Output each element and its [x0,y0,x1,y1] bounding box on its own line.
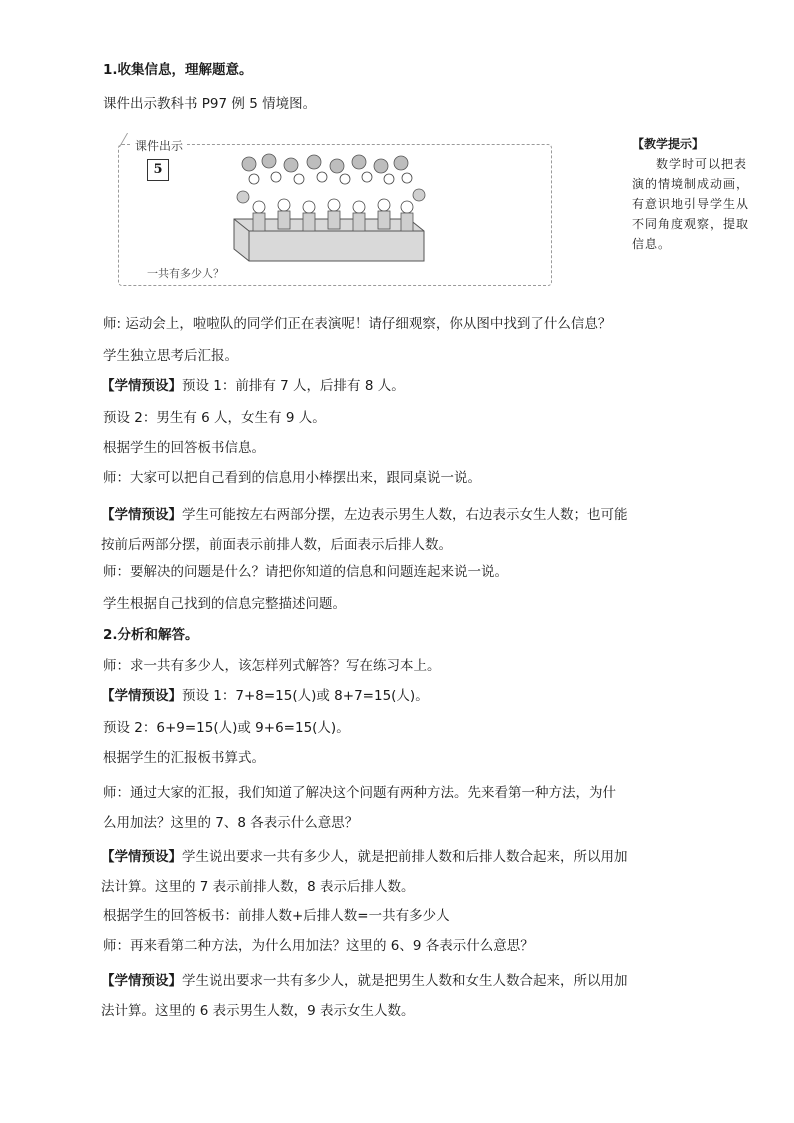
paragraph-text: 预设 2：6+9=15(人)或 9+6=15(人)。 [103,720,350,736]
section-heading-1: 1.收集信息，理解题意。 [103,62,253,78]
figure-question: 一共有多少人？ [147,267,224,280]
preset-label: 【学情预设】 [101,849,182,865]
paragraph [103,562,508,582]
paragraph-text: 师：要解决的问题是什么？请把你知道的信息和问题连起来说一说。 [103,564,508,580]
paragraph-text: 学生说出要求一共有多少人，就是把前排人数和后排人数合起来，所以用加法计算。这里的 7 表示前排人数，8 表示后排人数。 [101,849,628,895]
paragraph [103,656,441,676]
sidebar-body: 数学时可以把表演的情境制成动画，有意识地引导学生从不同角度观察，提取信息。 [632,157,750,251]
paragraph [101,842,628,902]
paragraph [101,376,405,396]
paragraph [103,718,350,738]
cheerleaders-illustration [229,149,429,269]
paragraph [103,346,238,366]
teaching-tip-sidebar [632,134,750,254]
section-heading-2: 2.分析和解答。 [103,627,199,643]
paragraph [103,314,611,334]
example-number-box: 5 [147,159,169,181]
scene-figure [118,139,552,286]
paragraph [103,408,326,428]
paragraph [103,936,534,956]
paragraph-text: 根据学生的汇报板书算式。 [103,750,265,766]
paragraph [103,468,481,488]
preset-label: 【学情预设】 [101,378,182,394]
preset-label: 【学情预设】 [101,688,182,704]
paragraph-text: 学生独立思考后汇报。 [103,348,238,364]
paragraph-text: 根据学生的回答板书：前排人数+后排人数=一共有多少人 [103,908,450,924]
figure-tag: 课件出示 [131,137,187,154]
paragraph-text: 师：大家可以把自己看到的信息用小棒摆出来，跟同桌说一说。 [103,470,481,486]
figure-intro: 课件出示教科书 P97 例 5 情境图。 [103,96,317,112]
preset-label: 【学情预设】 [101,973,182,989]
paragraph [103,438,265,458]
paragraph-text: 师: 运动会上，啦啦队的同学们正在表演呢！请仔细观察，你从图中找到了什么信息？ [103,316,612,332]
paragraph-text: 学生说出要求一共有多少人，就是把男生人数和女生人数合起来，所以用加法计算。这里的 6 表示男生人数，9 表示女生人数。 [101,973,628,1019]
paragraph-text: 学生根据自己找到的信息完整描述问题。 [103,596,346,612]
paragraph-text: 预设 1：7+8=15(人)或 8+7=15(人)。 [182,688,429,704]
paragraph-text: 师：再来看第二种方法，为什么用加法？这里的 6、9 各表示什么意思？ [103,938,534,954]
paragraph-text: 预设 1：前排有 7 人，后排有 8 人。 [182,378,405,394]
paragraph-text: 师：通过大家的汇报，我们知道了解决这个问题有两种方法。先来看第一种方法，为什么用加法？这里的 7、8 各表示什么意思？ [103,785,616,831]
paragraph [103,778,628,838]
paragraph [103,906,450,926]
paragraph-text: 预设 2：男生有 6 人，女生有 9 人。 [103,410,326,426]
paragraph [101,500,628,560]
paragraph-text: 师：求一共有多少人，该怎样列式解答？写在练习本上。 [103,658,441,674]
paragraph [101,686,429,706]
paragraph [103,594,346,614]
preset-label: 【学情预设】 [101,507,182,523]
sidebar-title: 【教学提示】 [632,137,705,151]
paragraph [101,966,628,1026]
paragraph-text: 根据学生的回答板书信息。 [103,440,265,456]
paragraph-text: 学生可能按左右两部分摆，左边表示男生人数，右边表示女生人数；也可能按前后两部分摆，前面表示前排人数，后面表示后排人数。 [101,507,628,553]
paragraph [103,748,265,768]
